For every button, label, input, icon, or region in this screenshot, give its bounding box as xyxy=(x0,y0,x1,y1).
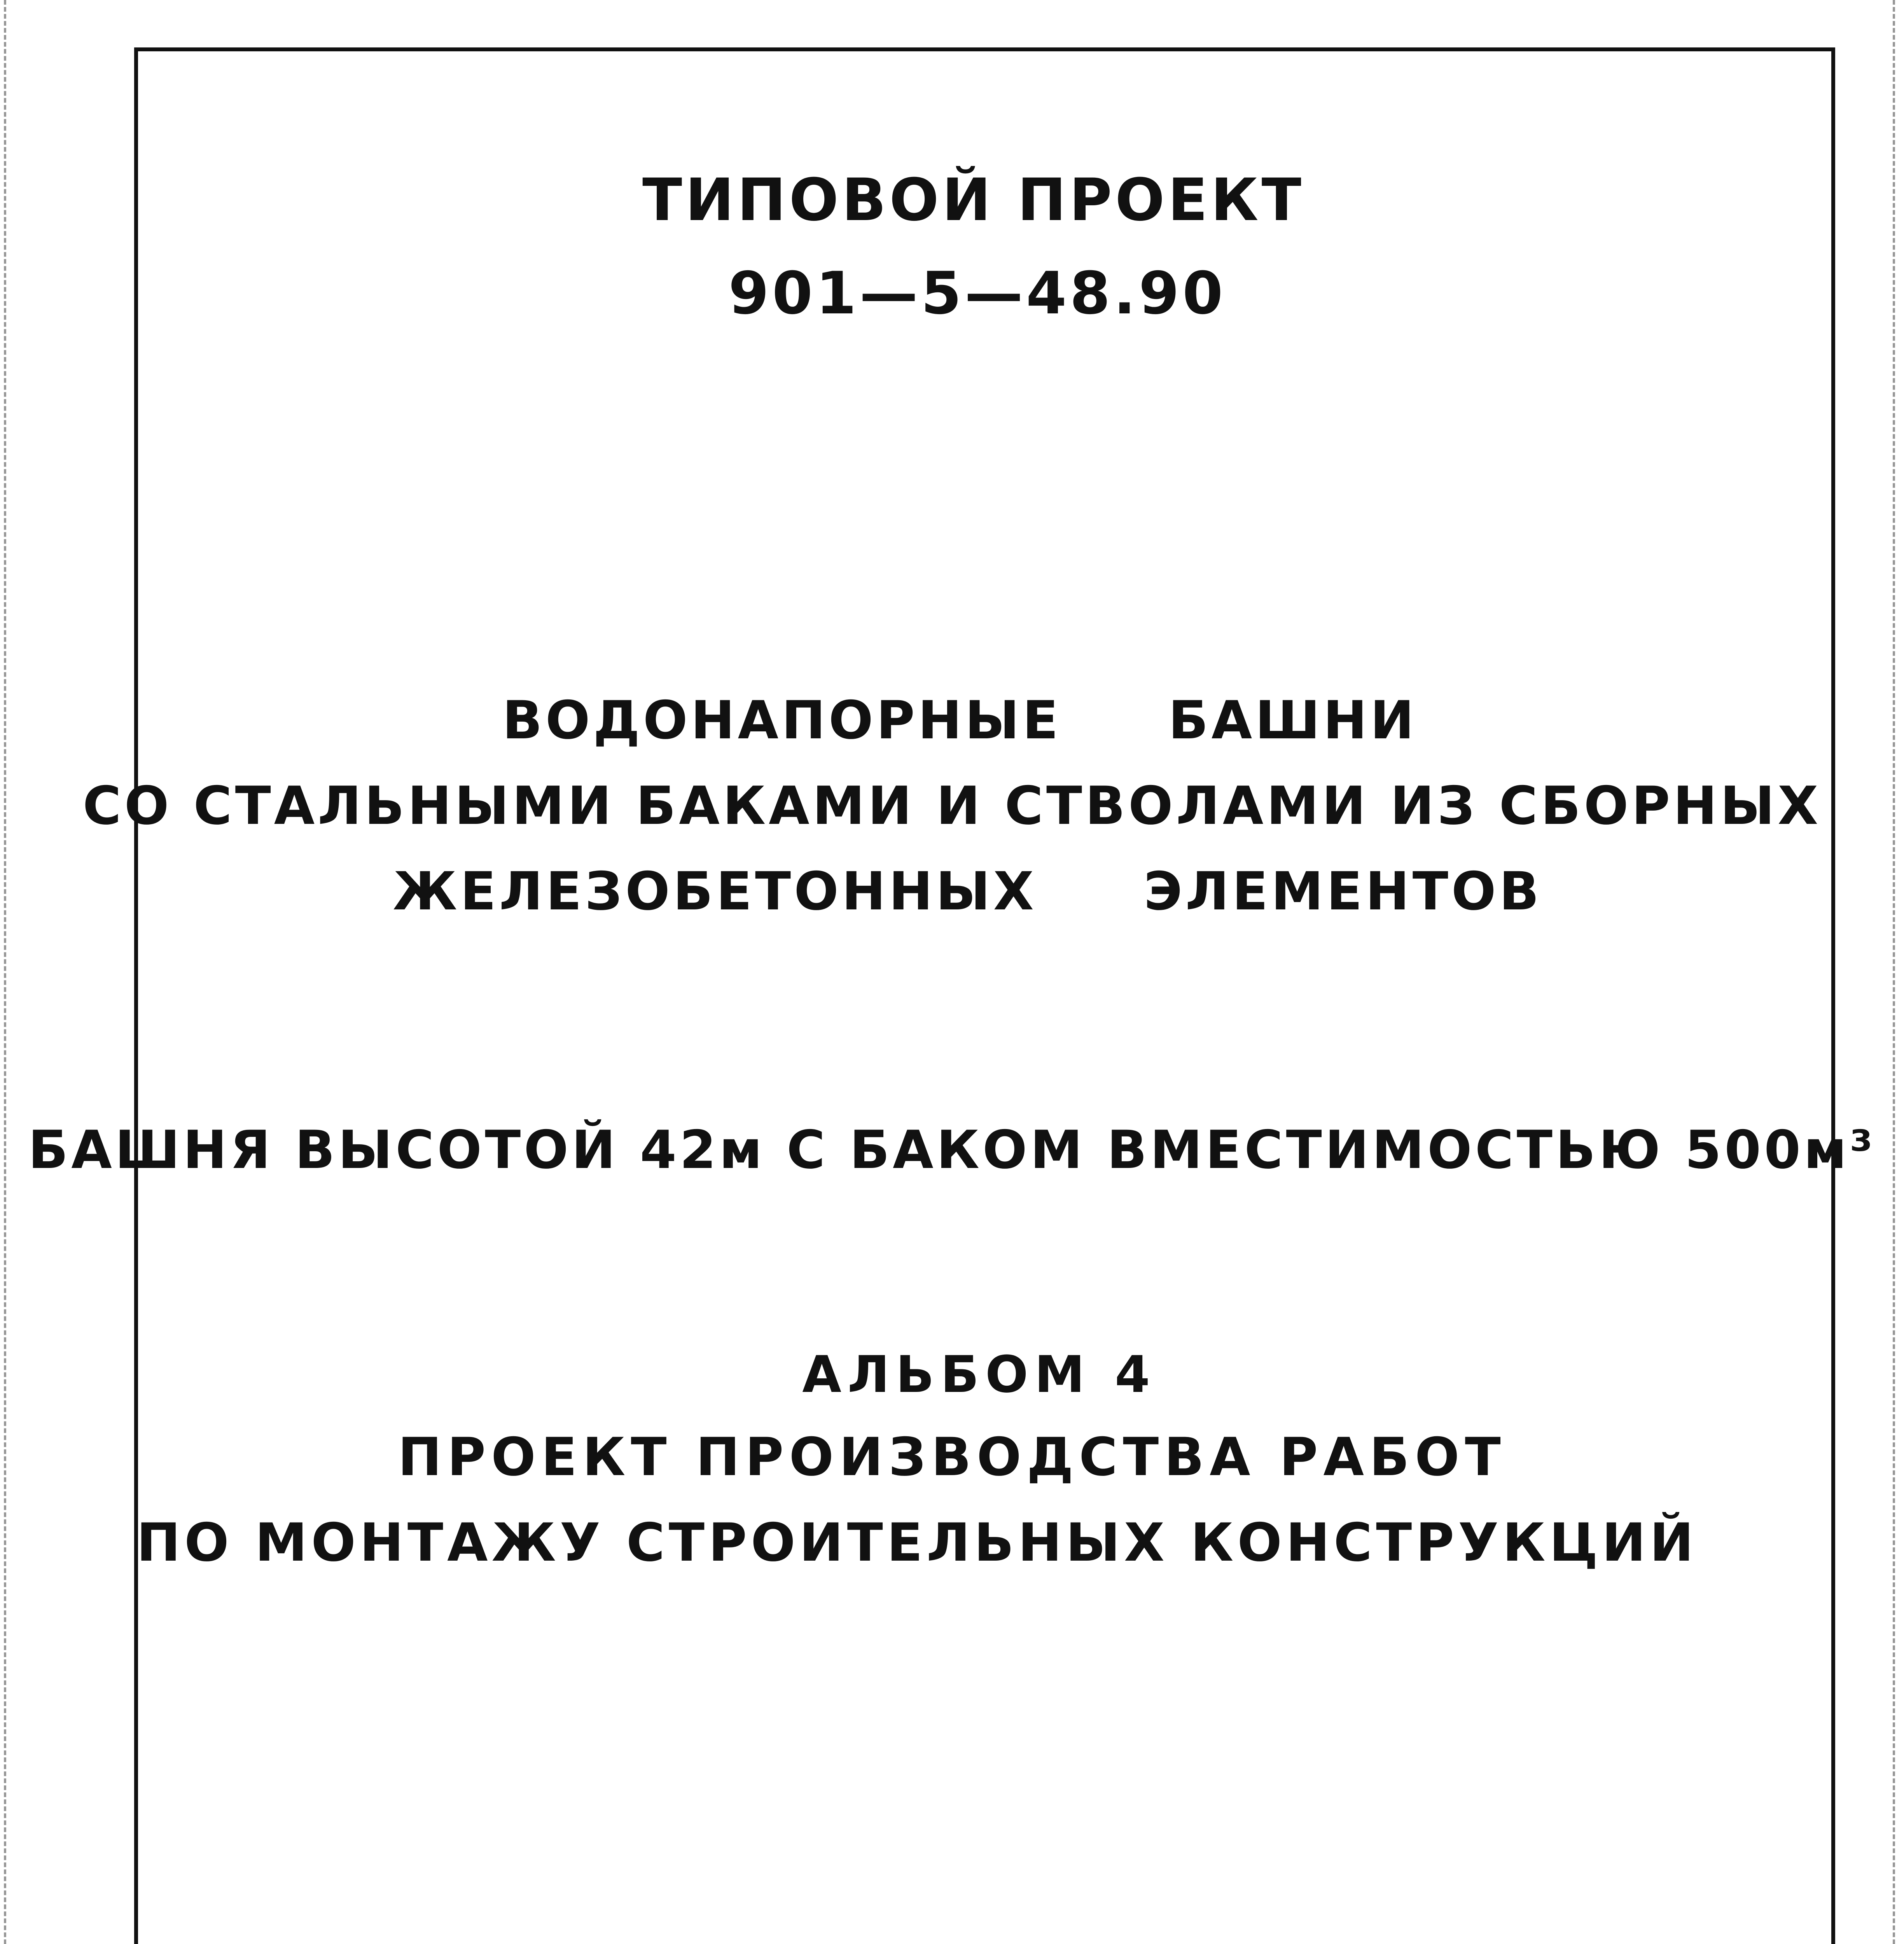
title-line-3: ЖЕЛЕЗОБЕТОННЫХ ЭЛЕМЕНТОВ xyxy=(393,861,1542,922)
title-line-1: ВОДОНАПОРНЫЕ БАШНИ xyxy=(502,690,1417,751)
title-line-2: СО СТАЛЬНЫМИ БАКАМИ И СТВОЛАМИ ИЗ СБОРНЫХ xyxy=(82,775,1822,836)
drawing-frame xyxy=(134,47,1835,1944)
project-type: ТИПОВОЙ ПРОЕКТ xyxy=(642,166,1304,234)
album-number: АЛЬБОМ 4 xyxy=(802,1345,1156,1404)
album-description-line-2: ПО МОНТАЖУ СТРОИТЕЛЬНЫХ КОНСТРУКЦИЙ xyxy=(136,1512,1698,1573)
album-description-line-1: ПРОЕКТ ПРОИЗВОДСТВА РАБОТ xyxy=(398,1427,1506,1488)
project-number: 901—5—48.90 xyxy=(728,260,1226,327)
tower-spec: БАШНЯ ВЫСОТОЙ 42м С БАКОМ ВМЕСТИМОСТЬЮ 500м³ xyxy=(28,1119,1876,1180)
